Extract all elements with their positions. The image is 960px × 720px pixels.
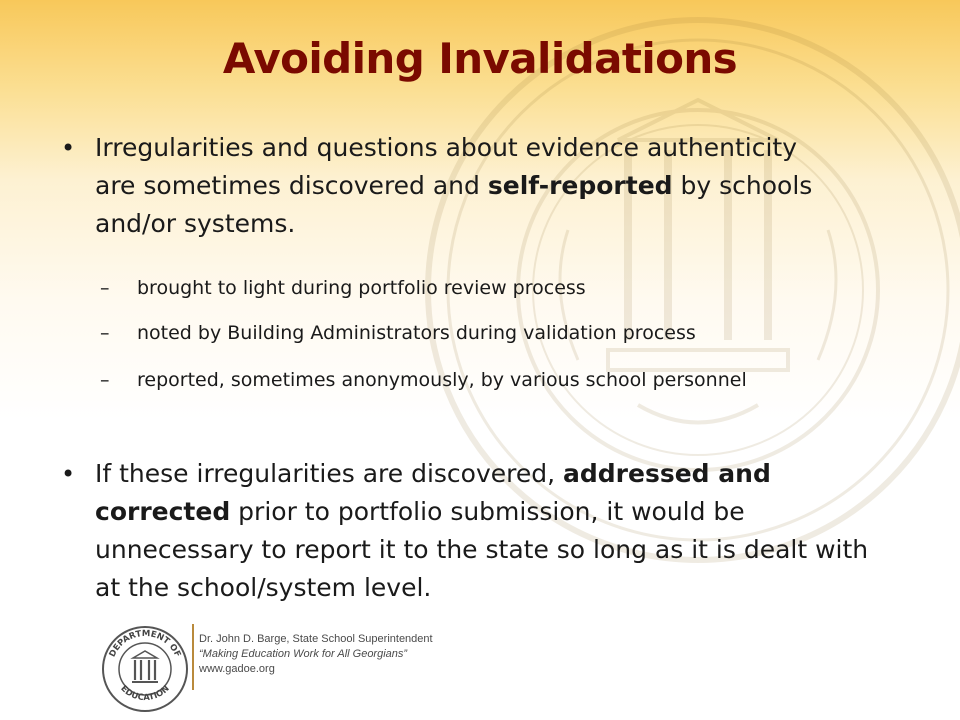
bullet-text: by schools and/or systems. (95, 171, 813, 238)
subitem-text: reported, sometimes anonymously, by various school personnel (137, 369, 747, 391)
bullet-text: prior to portfolio submission, it would be unnecessary to report it to the state so long as it is dealt with at the school/system level. (95, 497, 869, 602)
bullet-emphasis-text: self-reported (487, 171, 673, 200)
seal-bottom-text: EDUCATION (118, 683, 172, 704)
bullet-mark: • (61, 460, 76, 488)
bullet-emphasis-text: addressed and corrected (95, 459, 771, 526)
subitem-dash: – (100, 322, 110, 344)
bullet-corrected-prior (61, 455, 875, 607)
subitem-dash: – (100, 369, 110, 391)
subitem-text: noted by Building Administrators during validation process (137, 322, 696, 344)
bullet-text: If these irregularities are discovered, (95, 459, 564, 488)
subitem-anonymous-reports (100, 364, 827, 397)
bullet-self-reporting (61, 129, 835, 243)
footer-divider (192, 624, 194, 690)
bullet-text: Irregularities and questions about evidence authenticity are sometimes discovered and (95, 133, 798, 200)
department-of-education-seal-icon (100, 624, 190, 714)
subitem-portfolio-review (100, 272, 907, 305)
subitem-text: brought to light during portfolio review process (137, 277, 586, 299)
subitem-dash: – (100, 277, 110, 299)
bullet-mark: • (61, 134, 76, 162)
motto-line: “Making Education Work for All Georgians” (199, 648, 408, 660)
website-line: www.gadoe.org (199, 663, 275, 675)
subitem-building-administrators (100, 317, 907, 350)
superintendent-line: Dr. John D. Barge, State School Superintendent (199, 633, 433, 645)
footer-text (199, 632, 433, 677)
seal-top-text: DEPARTMENT OF (107, 628, 183, 659)
slide-title: Avoiding Invalidations (222, 34, 738, 83)
